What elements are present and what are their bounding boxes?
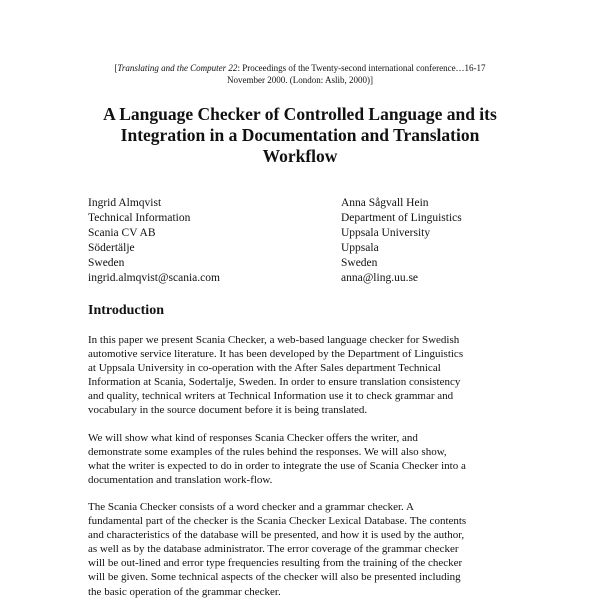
paragraph-line: the basic operation of the grammar checker. xyxy=(88,585,281,598)
author-name: Ingrid Almqvist xyxy=(88,197,162,209)
citation-line-1 xyxy=(90,62,510,74)
citation-proceedings-title: Translating and the Computer 22 xyxy=(117,63,238,73)
author-country: Sweden xyxy=(341,257,378,269)
paragraph-line: and characteristics of the database will be presented, and how it is used by the author, xyxy=(88,529,465,542)
paragraph-line: will be out-lined and error type frequencies resulting from the training of the checker xyxy=(88,557,463,570)
paragraph-line: Information at Scania, Sodertalje, Sweden. In order to ensure translation consistency xyxy=(88,376,461,389)
title-line-1: A Language Checker of Controlled Language and its xyxy=(103,104,497,124)
author-country: Sweden xyxy=(88,257,125,269)
paragraph-line: We will show what kind of responses Scania Checker offers the writer, and xyxy=(88,432,418,444)
author-department: Department of Linguistics xyxy=(341,212,462,224)
author-block-2 xyxy=(341,196,462,286)
author-city: Södertälje xyxy=(88,242,135,254)
citation-open-bracket: [ xyxy=(114,63,118,73)
citation-line-1-rest: : Proceedings of the Twenty-second international conference…16-17 xyxy=(237,63,486,73)
paragraph-line: fundamental part of the checker is the Scania Checker Lexical Database. The contents xyxy=(88,515,467,528)
author-organization: Scania CV AB xyxy=(88,227,156,239)
author-name: Anna Sågvall Hein xyxy=(341,197,429,209)
paragraph-line: In this paper we present Scania Checker, a web-based language checker for Swedish xyxy=(88,334,460,346)
paragraph-line: demonstrate some examples of the rules behind the responses. We will also show, xyxy=(88,446,447,459)
paragraph-line: at Uppsala University in co-operation with the After Sales department Technical xyxy=(88,362,441,375)
intro-paragraph-2 xyxy=(88,431,528,487)
intro-paragraph-1 xyxy=(88,333,528,418)
paragraph-line: automotive service literature. It has been developed by the Department of Linguistics xyxy=(88,348,464,361)
author-block-1 xyxy=(88,196,220,286)
paragraph-line: what the writer is expected to do in order to integrate the use of Scania Checker into a xyxy=(88,460,466,473)
paragraph-line: documentation and translation work-flow. xyxy=(88,474,273,487)
paragraph-line: will be given. Some technical aspects of the checker will also be presented including xyxy=(88,571,461,584)
paragraph-line: The Scania Checker consists of a word checker and a grammar checker. A xyxy=(88,501,414,513)
paragraph-line: and quality, technical writers at Technical Information use it to check grammar and xyxy=(88,390,454,403)
title-line-2: Integration in a Documentation and Translation xyxy=(120,125,480,145)
intro-paragraph-3 xyxy=(88,500,528,599)
author-department: Technical Information xyxy=(88,212,191,224)
title-line-3: Workflow xyxy=(262,146,338,166)
paragraph-line: vocabulary in the source document before it is being translated. xyxy=(88,404,368,417)
section-heading-introduction: Introduction xyxy=(88,303,164,318)
author-organization: Uppsala University xyxy=(341,227,431,239)
author-email: ingrid.almqvist@scania.com xyxy=(88,272,220,284)
author-city: Uppsala xyxy=(341,242,379,254)
paragraph-line: as well as by the database administrator. The error coverage of the grammar checker xyxy=(88,543,459,556)
author-email: anna@ling.uu.se xyxy=(341,272,419,284)
paper-title xyxy=(60,104,540,167)
citation-header xyxy=(90,62,510,86)
citation-line-2: November 2000. (London: Aslib, 2000)] xyxy=(227,75,373,85)
